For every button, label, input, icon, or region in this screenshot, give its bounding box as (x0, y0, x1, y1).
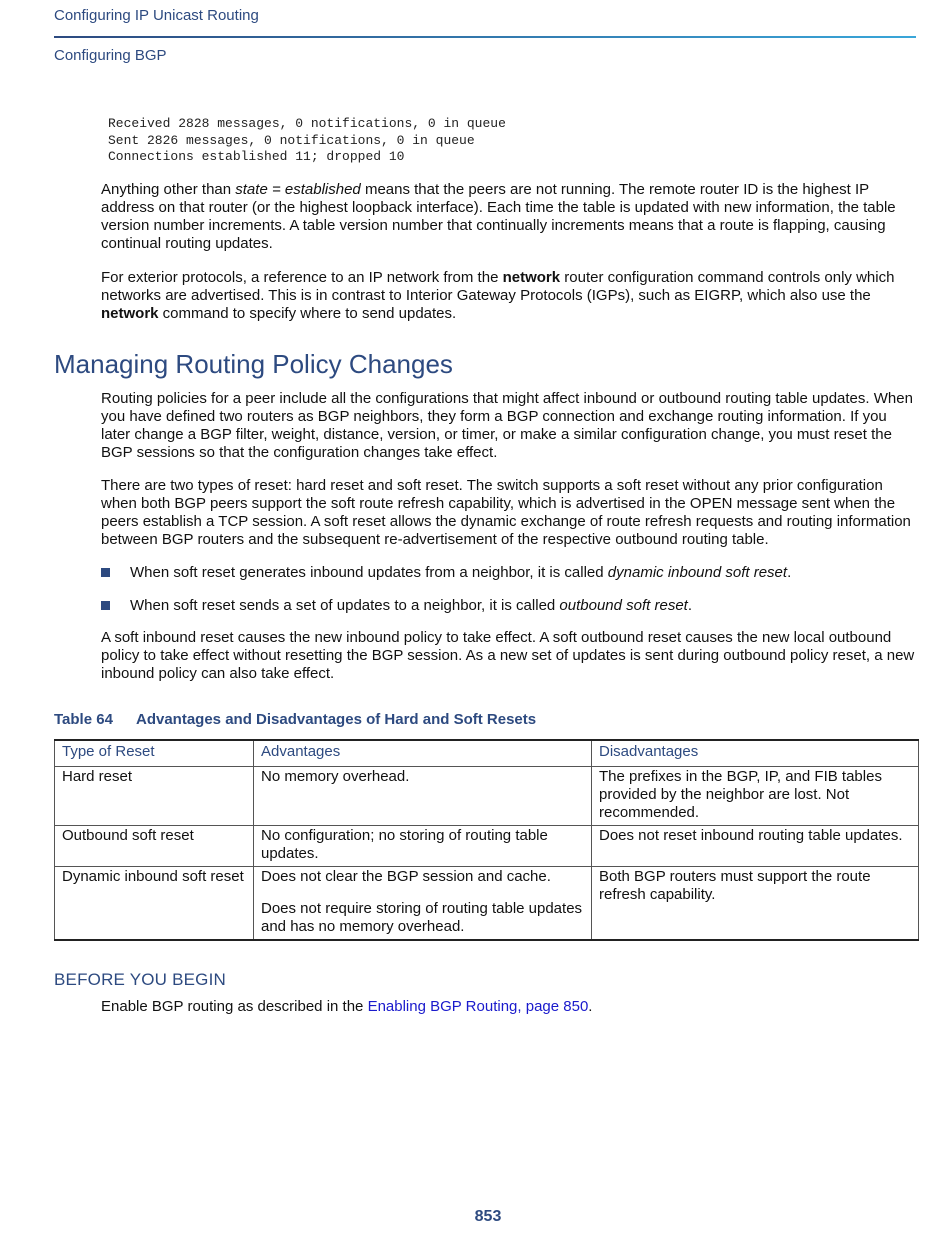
cell-text: Does not require storing of routing table updates and has no memory overhead. (261, 900, 583, 935)
text-run: When soft reset sends a set of updates to a neighbor, it is called (130, 597, 560, 614)
paragraph-soft-reset-effects: A soft inbound reset causes the new inbound policy to take effect. A soft outbound reset causes the new local outbound policy to take effect without resetting the BGP session. As a new set of updates is sent during outbound policy reset, a new inbound policy can also take effect. (101, 629, 915, 682)
text-run: means that the peers are not running. The remote router ID is the highest IP address on that router (or the highest loopback interface). Each time the table is updated with new information, the table version number increments. A table version number that continually increments means that a route is flapping, causing continual routing updates. (101, 181, 896, 252)
text-run: When soft reset generates inbound updates from a neighbor, it is called (130, 564, 608, 581)
cross-reference-link[interactable]: Enabling BGP Routing, page 850 (367, 998, 589, 1015)
table-row (55, 767, 919, 826)
column-header: Type of Reset (55, 740, 254, 767)
section-title: Configuring BGP (54, 47, 167, 64)
table-cell: Does not reset inbound routing table updates. (592, 826, 919, 867)
code-line: Sent 2826 messages, 0 notifications, 0 in queue (108, 132, 475, 148)
paragraph-exterior-protocols (101, 269, 917, 323)
header-rule (54, 36, 916, 38)
bullet-square-icon (101, 601, 110, 610)
code-line: Received 2828 messages, 0 notifications, 0 in queue (108, 116, 506, 131)
column-header: Advantages (254, 740, 592, 767)
text-run: router configuration command controls only which networks are advertised. This is in contrast to Interior Gateway Protocols (IGPs), such as EIGRP, which also use the (101, 269, 895, 304)
text-run: Enable BGP routing as described in the (101, 998, 368, 1015)
table-cell (254, 767, 592, 826)
before-you-begin-text (101, 998, 917, 1016)
paragraph-routing-policies: Routing policies for a peer include all the configurations that might affect inbound or outbound routing table updates. When you have defined two routers as BGP neighbors, they form a BGP connection and exchange routing information. If you later change a BGP filter, weight, distance, version, or timer, or make a similar configuration change, you must reset the BGP sessions so that the configuration changes take effect. (101, 390, 913, 461)
text-run: command to specify where to send updates. (158, 305, 457, 322)
chapter-title: Configuring IP Unicast Routing (54, 7, 259, 24)
table-number: Table 64 (54, 711, 113, 728)
emphasis: outbound soft reset (559, 597, 688, 614)
paragraph-peer-state (101, 181, 917, 253)
table-header-row (55, 740, 919, 767)
page-number: 853 (474, 1208, 502, 1225)
reset-comparison-table (54, 739, 919, 941)
table-title: Advantages and Disadvantages of Hard and Soft Resets (136, 711, 537, 728)
emphasis-state: state = established (235, 181, 361, 198)
text-run: For exterior protocols, a reference to an IP network from the (101, 269, 503, 286)
cell-text: Does not clear the BGP session and cache. (261, 868, 551, 885)
text-run: . (787, 564, 792, 581)
text-run: Anything other than (101, 181, 236, 198)
text-run: . (588, 998, 593, 1015)
table-cell: Hard reset (55, 767, 254, 826)
table-cell (254, 826, 592, 867)
table-cell: The prefixes in the BGP, IP, and FIB tables provided by the neighbor are lost. Not recommended. (592, 767, 919, 826)
before-you-begin-heading: BEFORE YOU BEGIN (54, 970, 226, 989)
cell-text: No memory overhead. (261, 768, 410, 785)
table-row (55, 826, 919, 867)
paragraph-reset-types: There are two types of reset: hard reset and soft reset. The switch supports a soft reset without any prior configuration when both BGP peers support the soft route refresh capability, which is advertised in the OPEN message sent when the peers establish a TCP session. A soft reset allows the dynamic exchange of route refresh requests and routing information between BGP routers and the subsequent re-advertisement of the respective outbound routing table. (101, 477, 911, 548)
table-cell: Outbound soft reset (55, 826, 254, 867)
text-run: . (687, 597, 693, 614)
table-row (55, 867, 919, 941)
page-heading: Managing Routing Policy Changes (54, 349, 453, 379)
column-header: Disadvantages (592, 740, 919, 767)
command-network: network (502, 269, 561, 286)
command-network: network (101, 305, 159, 322)
bullet-square-icon (101, 568, 110, 577)
table-cell: Both BGP routers must support the route refresh capability. (592, 867, 919, 941)
table-cell (254, 867, 592, 941)
code-line: Connections established 11; dropped 10 (108, 149, 405, 164)
cell-text: No configuration; no storing of routing table updates. (261, 827, 548, 862)
table-caption (54, 711, 536, 728)
code-block (108, 116, 506, 166)
emphasis: dynamic inbound soft reset (607, 564, 788, 581)
table-cell: Dynamic inbound soft reset (55, 867, 254, 941)
